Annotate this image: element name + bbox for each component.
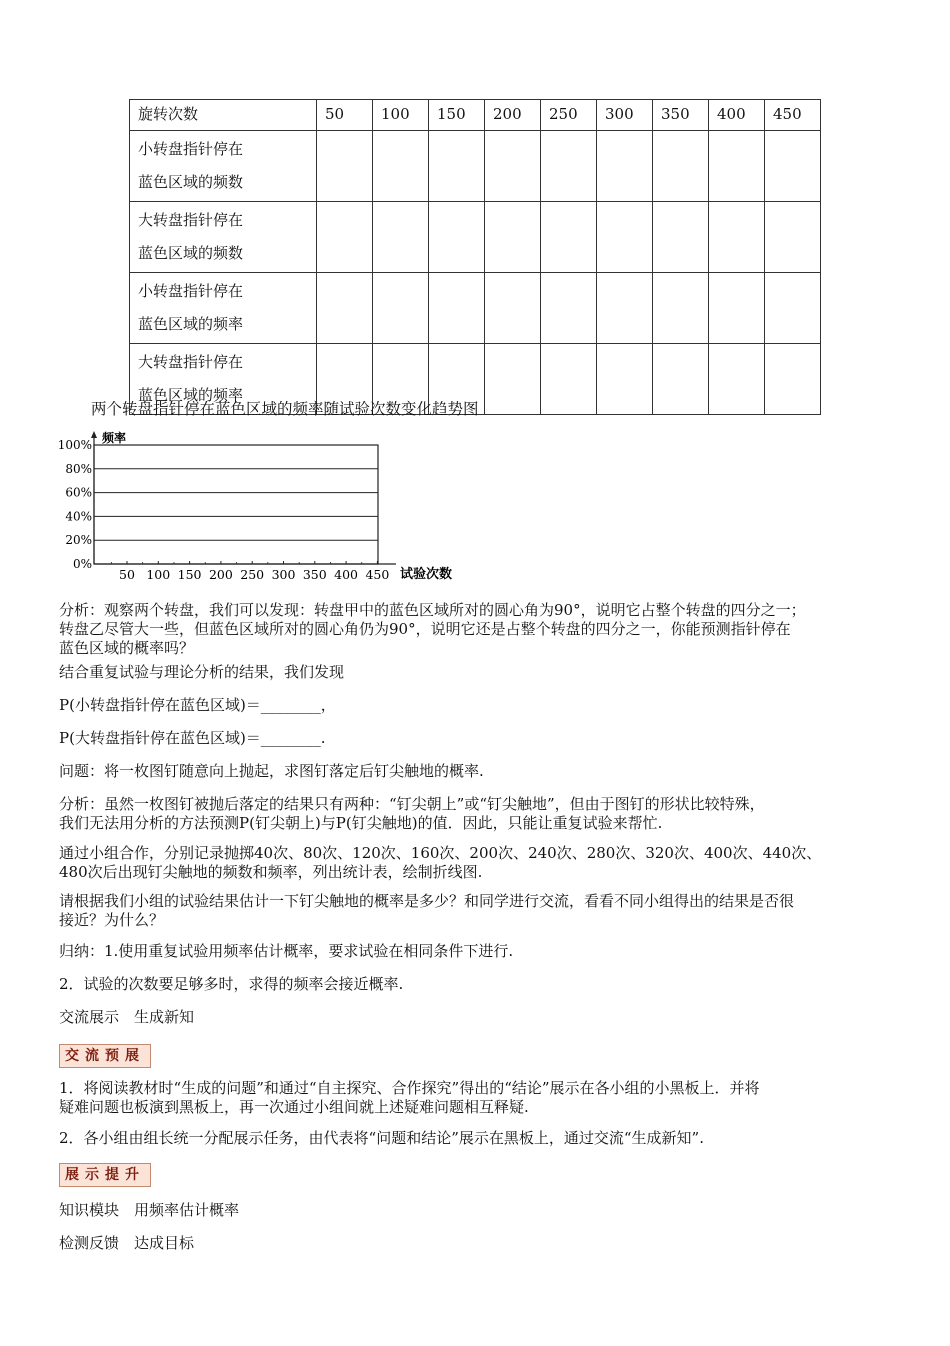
row-label-line: 大转盘指针停在 xyxy=(138,353,244,371)
group-work-line: 480次后出现钉尖触地的频数和频率，列出统计表，绘制折线图. xyxy=(59,863,483,881)
row-label-line: 蓝色区域的频数 xyxy=(138,244,244,262)
analysis2-line: 分析：虽然一枚图钉被抛后落定的结果只有两种：“钉尖朝上”或“钉尖触地”，但由于图钉的形状比较特殊， xyxy=(59,795,765,813)
empty-cell xyxy=(653,131,709,202)
trial-count-cell: 400 xyxy=(709,100,765,131)
row-label xyxy=(130,202,317,273)
empty-cell xyxy=(485,273,541,344)
trial-count-cell: 100 xyxy=(373,100,429,131)
x-tick-label: 200 xyxy=(208,567,233,582)
x-axis-label: 试验次数 xyxy=(400,567,453,582)
table-row xyxy=(130,273,821,344)
group-work-line: 通过小组合作，分别记录抛掷40次、80次、120次、160次、200次、240次、280次、320次、400次、440次、 xyxy=(59,844,822,862)
x-tick-label: 50 xyxy=(119,567,135,582)
empty-cell xyxy=(709,202,765,273)
empty-cell xyxy=(597,202,653,273)
analysis-line: 分析：观察两个转盘，我们可以发现：转盘甲中的蓝色区域所对的圆心角为90°，说明它占整个转盘的四分之一； xyxy=(59,601,806,619)
plot-frame xyxy=(94,445,378,564)
x-tick-label: 350 xyxy=(302,567,327,582)
estimate-line: 接近？为什么？ xyxy=(59,911,165,929)
table-header-label: 旋转次数 xyxy=(130,100,317,131)
empty-cell xyxy=(317,202,373,273)
empty-cell xyxy=(541,131,597,202)
exchange-heading: 交流展示 生成新知 xyxy=(59,1008,195,1026)
y-tick-label: 0% xyxy=(72,557,92,571)
y-axis-label: 频率 xyxy=(102,431,127,445)
empty-cell xyxy=(765,273,821,344)
row-label xyxy=(130,131,317,202)
y-tick-label: 20% xyxy=(65,533,92,548)
question-text: 问题：将一枚图钉随意向上抛起，求图钉落定后钉尖触地的概率. xyxy=(59,762,484,780)
empty-cell xyxy=(541,273,597,344)
empty-cell xyxy=(373,202,429,273)
empty-cell xyxy=(597,273,653,344)
y-tick-label: 80% xyxy=(65,461,92,476)
trial-count-cell: 50 xyxy=(317,100,373,131)
y-tick-label: 40% xyxy=(65,509,92,524)
knowledge-module: 知识模块 用频率估计概率 xyxy=(59,1201,240,1219)
empty-cell xyxy=(653,202,709,273)
table-row xyxy=(130,202,821,273)
combine-text: 结合重复试验与理论分析的结果，我们发现 xyxy=(59,663,345,681)
row-label-line: 大转盘指针停在 xyxy=(138,211,244,229)
empty-cell xyxy=(541,202,597,273)
empty-cell xyxy=(429,273,485,344)
empty-cell xyxy=(709,273,765,344)
frequency-trend-chart xyxy=(40,428,480,588)
y-tick-label: 60% xyxy=(65,485,92,500)
summary-1: 归纳：1.使用重复试验用频率估计概率，要求试验在相同条件下进行. xyxy=(59,942,514,960)
x-tick-label: 250 xyxy=(240,567,265,582)
preview-2: 2．各小组由组长统一分配展示任务，由代表将“问题和结论”展示在黑板上，通过交流“生成新知”. xyxy=(59,1129,704,1147)
preview-line: 1．将阅读教材时“生成的问题”和通过“自主探究、合作探究”得出的“结论”展示在各小组的小黑板上．并将 xyxy=(59,1079,760,1097)
x-tick-label: 150 xyxy=(177,567,202,582)
analysis2-line: 我们无法用分析的方法预测P(钉尖朝上)与P(钉尖触地)的值．因此，只能让重复试验来帮忙. xyxy=(59,814,663,832)
empty-cell xyxy=(765,202,821,273)
row-label-line: 蓝色区域的频数 xyxy=(138,173,244,191)
badge-exchange-preview: 交流预展 xyxy=(59,1044,151,1068)
row-label-line: 小转盘指针停在 xyxy=(138,140,244,158)
empty-cell xyxy=(429,202,485,273)
feedback-heading: 检测反馈 达成目标 xyxy=(59,1234,195,1252)
trial-count-cell: 150 xyxy=(429,100,485,131)
frequency-table xyxy=(129,99,821,415)
empty-cell xyxy=(373,273,429,344)
empty-cell xyxy=(653,273,709,344)
p-small-blank: P(小转盘指针停在蓝色区域)＝________， xyxy=(59,696,336,714)
row-label-line: 蓝色区域的频率 xyxy=(138,386,244,404)
x-tick-label: 400 xyxy=(334,567,359,582)
x-tick-label: 100 xyxy=(146,567,171,582)
y-tick-label: 100% xyxy=(57,438,92,452)
preview-line: 疑难问题也板演到黑板上，再一次通过小组间就上述疑难问题相互释疑. xyxy=(59,1098,529,1116)
empty-cell xyxy=(765,131,821,202)
row-label-line: 蓝色区域的频率 xyxy=(138,315,244,333)
analysis-line: 蓝色区域的概率吗？ xyxy=(59,639,195,657)
empty-cell xyxy=(485,202,541,273)
chart-caption: 两个转盘指针停在蓝色区域的频率随试验次数变化趋势图 xyxy=(91,400,479,418)
analysis-line: 转盘乙尽管大一些，但蓝色区域所对的圆心角仍为90°，说明它还是占整个转盘的四分之一，你能预测指针停在 xyxy=(59,620,791,638)
empty-cell xyxy=(373,131,429,202)
trial-count-cell: 300 xyxy=(597,100,653,131)
empty-cell xyxy=(709,131,765,202)
trial-count-cell: 250 xyxy=(541,100,597,131)
empty-cell xyxy=(485,131,541,202)
p-large-blank: P(大转盘指针停在蓝色区域)＝________. xyxy=(59,729,326,747)
x-tick-label: 300 xyxy=(271,567,296,582)
y-axis-arrow xyxy=(91,431,97,438)
estimate-line: 请根据我们小组的试验结果估计一下钉尖触地的概率是多少？和同学进行交流，看看不同小组得出的结果是否很 xyxy=(59,892,795,910)
empty-cell xyxy=(317,273,373,344)
trial-count-cell: 350 xyxy=(653,100,709,131)
empty-cell xyxy=(429,131,485,202)
empty-cell xyxy=(597,131,653,202)
trial-count-cell: 450 xyxy=(765,100,821,131)
row-label xyxy=(130,273,317,344)
table-header-row xyxy=(130,100,821,131)
plot-area xyxy=(58,431,396,582)
table-row xyxy=(130,131,821,202)
x-tick-label: 450 xyxy=(365,567,390,582)
row-label-line: 小转盘指针停在 xyxy=(138,282,244,300)
trial-count-cell: 200 xyxy=(485,100,541,131)
badge-show-improve: 展示提升 xyxy=(59,1163,151,1187)
empty-cell xyxy=(317,131,373,202)
summary-2: 2．试验的次数要足够多时，求得的频率会接近概率. xyxy=(59,975,404,993)
